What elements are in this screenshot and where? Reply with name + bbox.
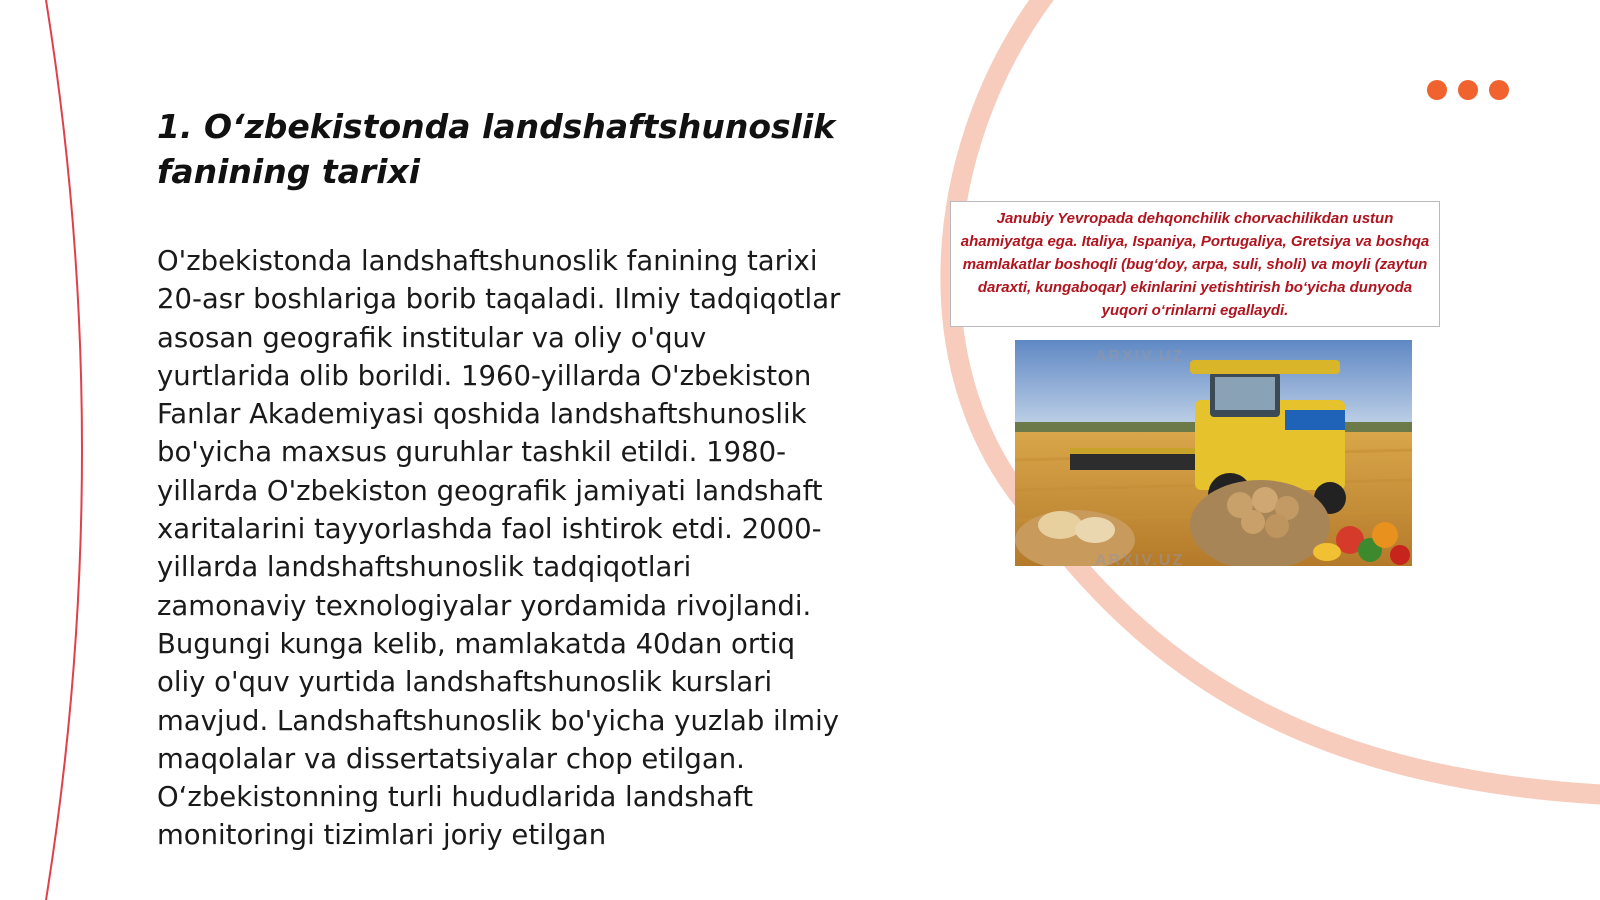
dot-icon (1489, 80, 1509, 100)
more-dots-icon (1427, 80, 1509, 100)
dot-icon (1458, 80, 1478, 100)
figure-caption-box (950, 201, 1440, 327)
watermark-bottom: ARXIV.UZ (1095, 552, 1185, 566)
slide-title: 1. O‘zbekistonda landshaftshunoslik fanining tarixi (157, 107, 836, 191)
harvest-illustration (1015, 340, 1412, 566)
harvest-photo (1015, 340, 1412, 566)
left-curve-line (46, 0, 82, 900)
body-paragraph: O'zbekistonda landshaftshunoslik fanining tarixi 20-asr boshlariga borib taqaladi. Ilmiy tadqiqotlar asosan geografik institular va oliy o'quv yurtlarida olib borildi. 1960-yillarda O'zbekiston Fanlar Akademiyasi qoshida landshaftshunoslik bo'yicha maxsus guruhlar tashkil etildi. 1980-yillarda O'zbekiston geografik jamiyati landshaft xaritalarini tayyorlashda faol ishtirok etdi. 2000-yillarda landshaftshunoslik tadqiqotlari zamonaviy texnologiyalar yordamida rivojlandi. Bugungi kunga kelib, mamlakatda 40dan ortiq oliy o'quv yurtida landshaftshunoslik kurslari mavjud. Landshaftshunoslik bo'yicha yuzlab ilmiy maqolalar va dissertatsiyalar chop etilgan. O‘zbekistonning turli hududlarida landshaft monitoringi tizimlari joriy etilgan (157, 245, 841, 852)
watermark-top: ARXIV.UZ (1095, 348, 1185, 365)
dot-icon (1427, 80, 1447, 100)
figure-caption: Janubiy Yevropada dehqonchilik chorvachilikdan ustun ahamiyatga ega. Italiya, Ispaniya, Portugaliya, Gretsiya va boshqa mamlakatlar boshoqli (bug‘doy, arpa, suli, sholi) va moyli (zaytun daraxti, kungaboqar) ekinlarini yetishtirish bo‘yicha dunyoda yuqori o‘rinlarni egallaydi. (960, 209, 1430, 319)
